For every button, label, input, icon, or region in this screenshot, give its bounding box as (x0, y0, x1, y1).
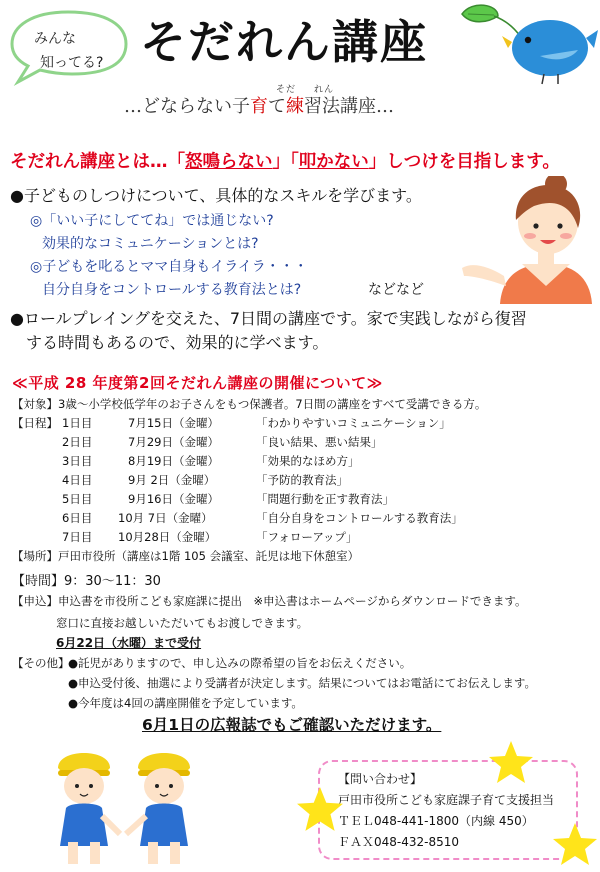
schedule-day: 5日目 (62, 492, 93, 506)
schedule-tag: 【日程】 (12, 416, 58, 430)
schedule-topic: 「問題行動を正す教育法」 (256, 492, 394, 506)
bubble-line-1: みんな (34, 31, 76, 47)
intro-lead: そだれん講座とは…「 (10, 152, 185, 172)
bullet-point-2-line-2: する時間もあるので、効果的に学べます。 (10, 333, 329, 352)
schedule-day: 7日目 (62, 530, 93, 544)
intro-heading (10, 148, 560, 173)
target-text: 3歳～小学校低学年のお子さんをもつ保護者。7日間の講座をすべて受講できる方。 (58, 397, 487, 411)
schedule-date: 7月29日（金曜） (128, 435, 219, 449)
other-note: ●今年度は4回の講座開催を予定しています。 (68, 696, 303, 710)
deadline: 6月22日（水曜）まで受付 (56, 636, 202, 650)
other-note: ●託児がありますので、申し込みの際希望の旨をお伝えください。 (68, 656, 412, 670)
place-row (12, 548, 359, 564)
star-icon (488, 740, 534, 784)
contact-office: 戸田市役所こども家庭課子育て支援担当 (338, 793, 555, 807)
page-title: そだれん講座 (140, 15, 428, 69)
apply-text: 申込書を市役所こども家庭課に提出 ※申込書はホームページからダウンロードできます。 (58, 594, 527, 608)
intro-tail: 」しつけを目指します。 (368, 152, 560, 172)
schedule-date: 10月 7日（金曜） (118, 511, 213, 525)
subtitle-highlight-2: 練 (286, 96, 304, 117)
contact-heading: 【問い合わせ】 (338, 772, 423, 786)
star-icon (552, 822, 598, 866)
subtitle-part-a: …どならない子 (124, 96, 250, 117)
ruby-ren: れん (314, 85, 335, 95)
notice-title: ≪平成 28 年度第2回そだれん講座の開催について≫ (12, 374, 383, 392)
star-icon (296, 786, 344, 832)
apply-row-2: 窓口に直接お越しいただいてもお渡しできます。 (56, 616, 309, 630)
kids-illustration (40, 738, 210, 868)
intro-keyword-2: 叩かない (298, 152, 369, 172)
time-row (12, 570, 161, 589)
time-text: 9：30～11：30 (64, 574, 161, 589)
schedule-day: 4日目 (62, 473, 93, 487)
contact-tel: ＴＥＬ048-441-1800（内線 450） (338, 814, 534, 828)
schedule-date: 10月28日（金曜） (118, 530, 217, 544)
schedule-date: 9月 2日（金曜） (128, 473, 216, 487)
teacher-illustration (460, 176, 600, 304)
ruby-soda: そだ (276, 85, 297, 95)
bubble-line-2: 知ってる? (40, 55, 104, 71)
schedule-topic: 「良い結果、悪い結果」 (256, 435, 383, 449)
sub-point-4-tail: などなど (368, 282, 424, 298)
schedule-topic: 「予防的教育法」 (256, 473, 348, 487)
bullet-point-1: ●子どものしつけについて、具体的なスキルを学びます。 (10, 186, 422, 205)
other-tag: 【その他】 (12, 656, 70, 670)
sub-point-2: 効果的なコミュニケーションとは? (42, 236, 259, 252)
place-tag: 【場所】 (12, 549, 58, 563)
sub-point-4: 自分自身をコントロールする教育法とは? (42, 282, 302, 298)
schedule-topic: 「フォローアップ」 (256, 530, 358, 544)
schedule-topic: 「自分自身をコントロールする教育法」 (256, 511, 463, 525)
schedule-date: 8月19日（金曜） (128, 454, 219, 468)
intro-mid: 」「 (272, 152, 299, 172)
speech-bubble (8, 8, 126, 80)
schedule-day: 3日目 (62, 454, 93, 468)
sub-point-1: ◎「いい子にしててね」では通じない? (30, 213, 274, 229)
schedule-day: 6日目 (62, 511, 93, 525)
subtitle-highlight-1: 育 (250, 96, 268, 117)
target-tag: 【対象】 (12, 397, 58, 411)
subtitle (124, 92, 394, 118)
schedule-topic: 「わかりやすいコミュニケーション」 (256, 416, 451, 430)
schedule-date: 9月16日（金曜） (128, 492, 219, 506)
apply-row (12, 593, 526, 609)
subtitle-part-c: て (268, 96, 286, 117)
schedule-day: 2日目 (62, 435, 93, 449)
bullet-point-2-line-1: ●ロールプレイングを交えた、7日間の講座です。家で実践しながら復習 (10, 309, 527, 328)
subtitle-part-e: 習法講座… (304, 96, 394, 117)
contact-fax: ＦＡＸ048-432-8510 (338, 835, 460, 849)
bullet-point-2 (10, 307, 595, 355)
other-note: ●申込受付後、抽選により受講者が決定します。結果についてはお電話にてお伝えします。 (68, 676, 536, 690)
contact-box (318, 760, 578, 860)
schedule-topic: 「効果的なほめ方」 (256, 454, 360, 468)
intro-keyword-1: 怒鳴らない (185, 152, 273, 172)
apply-tag: 【申込】 (12, 594, 58, 608)
schedule-date: 7月15日（金曜） (128, 416, 219, 430)
bluebird-illustration (458, 2, 598, 90)
time-tag: 【時間】 (12, 574, 65, 589)
speech-bubble-shape (8, 8, 134, 88)
sub-point-3: ◎子どもを叱るとママ自身もイライラ・・・ (30, 259, 308, 275)
schedule-day: 1日目 (62, 416, 93, 430)
place-text: 戸田市役所（講座は1階 105 会議室、託児は地下休憩室） (58, 549, 360, 563)
bulletin-note: 6月1日の広報誌でもご確認いただけます。 (142, 716, 442, 734)
target-row (12, 396, 486, 412)
